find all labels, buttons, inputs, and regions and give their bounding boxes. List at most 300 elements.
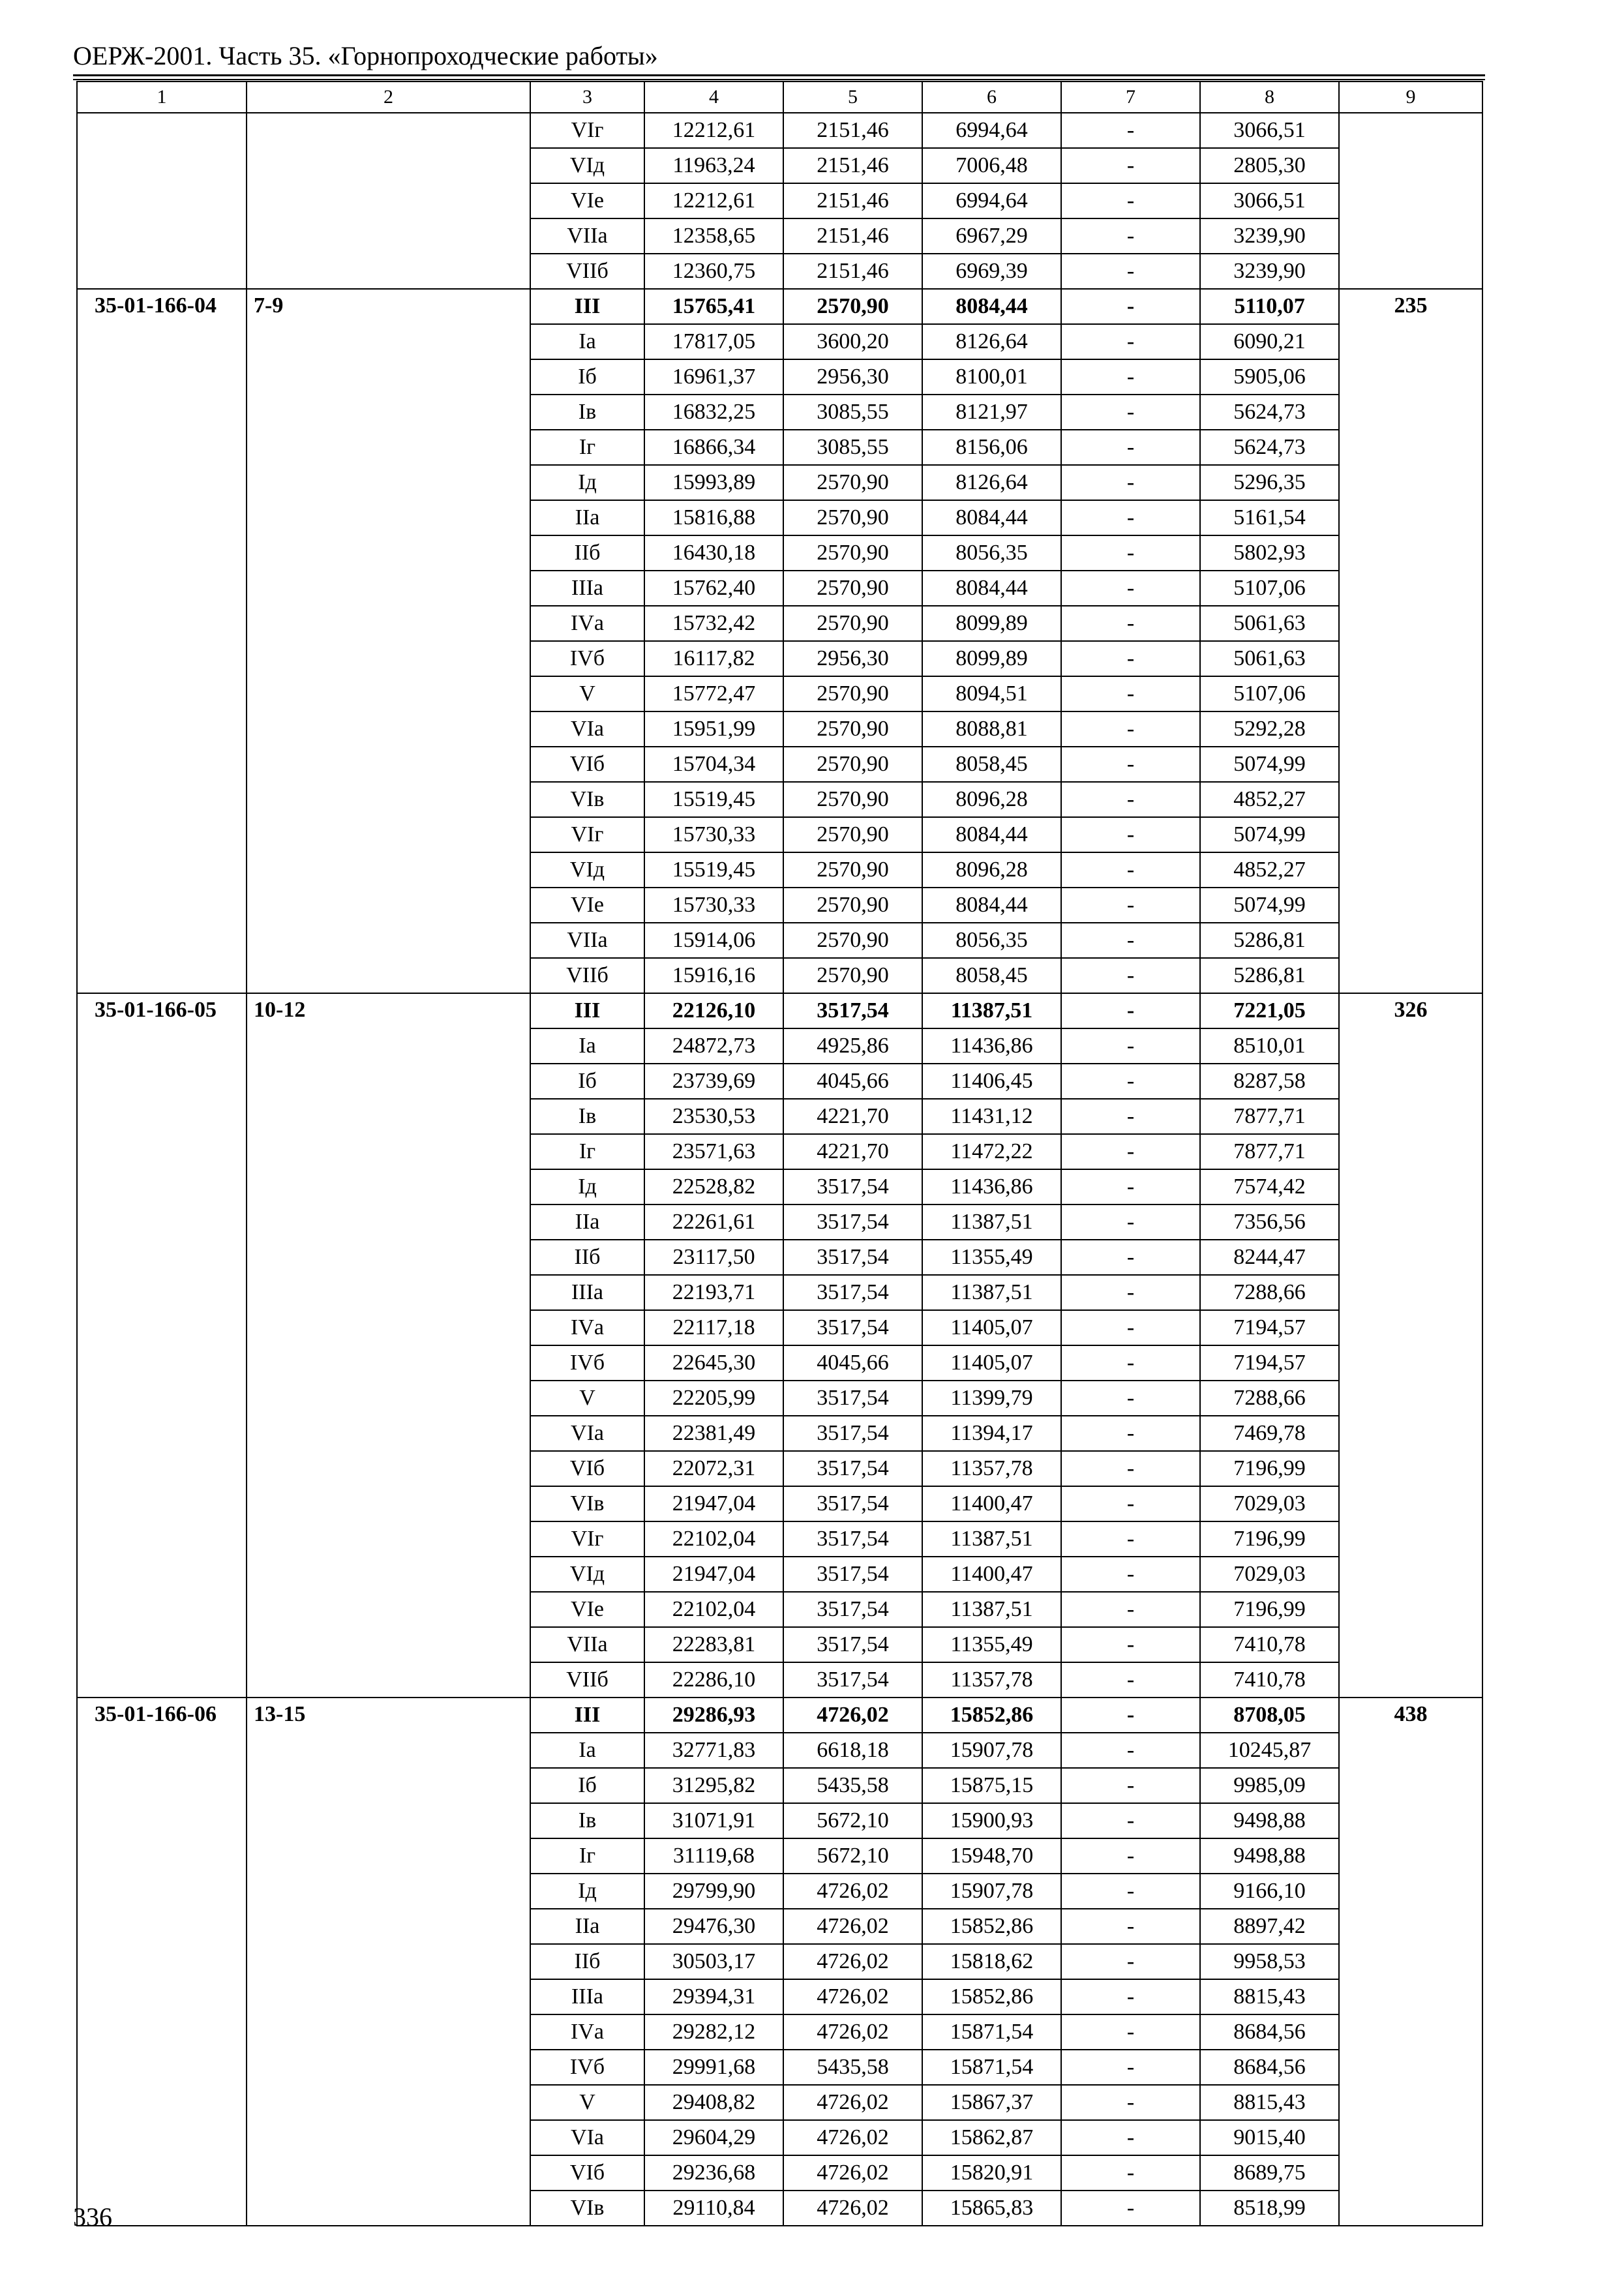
data-cell: -: [1061, 2014, 1200, 2050]
data-cell: V: [530, 676, 644, 711]
data-cell: 15862,87: [922, 2120, 1061, 2155]
data-cell: 7877,71: [1200, 1099, 1339, 1134]
data-cell: 22286,10: [644, 1662, 783, 1698]
data-cell: 15993,89: [644, 465, 783, 500]
data-cell: 9985,09: [1200, 1768, 1339, 1803]
data-cell: 2570,90: [783, 606, 922, 641]
data-cell: -: [1061, 1768, 1200, 1803]
data-cell: 15762,40: [644, 571, 783, 606]
data-cell: Iд: [530, 1169, 644, 1204]
data-cell: 5074,99: [1200, 747, 1339, 782]
data-cell: 8058,45: [922, 958, 1061, 993]
data-cell: 4726,02: [783, 1874, 922, 1909]
data-cell: 15519,45: [644, 852, 783, 888]
data-cell: -: [1061, 1486, 1200, 1521]
data-cell: 16866,34: [644, 430, 783, 465]
data-cell: 2151,46: [783, 183, 922, 218]
data-cell: 12360,75: [644, 254, 783, 289]
data-cell: IIа: [530, 1909, 644, 1944]
data-cell: 11399,79: [922, 1381, 1061, 1416]
data-cell: Iб: [530, 1064, 644, 1099]
column-number-cell: 6: [922, 82, 1061, 113]
data-cell: -: [1061, 1557, 1200, 1592]
data-cell: 15704,34: [644, 747, 783, 782]
data-cell: 12212,61: [644, 183, 783, 218]
data-cell: 2570,90: [783, 711, 922, 747]
data-cell: -: [1061, 1979, 1200, 2014]
data-cell: VIIб: [530, 958, 644, 993]
data-cell: 2570,90: [783, 852, 922, 888]
data-cell: IIIа: [530, 1979, 644, 2014]
data-cell: 16832,25: [644, 395, 783, 430]
data-cell: 8518,99: [1200, 2191, 1339, 2226]
data-cell: 7196,99: [1200, 1451, 1339, 1486]
rate-code-cell: 35-01-166-04: [77, 289, 247, 993]
data-cell: 2570,90: [783, 535, 922, 571]
data-cell: 5074,99: [1200, 817, 1339, 852]
data-cell: 3517,54: [783, 993, 922, 1028]
data-cell: 3066,51: [1200, 183, 1339, 218]
data-cell: 3517,54: [783, 1627, 922, 1662]
data-cell: 11472,22: [922, 1134, 1061, 1169]
data-cell: 2570,90: [783, 888, 922, 923]
data-cell: 10245,87: [1200, 1733, 1339, 1768]
data-cell: V: [530, 2085, 644, 2120]
data-cell: 23739,69: [644, 1064, 783, 1099]
data-cell: 11387,51: [922, 1275, 1061, 1310]
data-cell: -: [1061, 1838, 1200, 1874]
data-cell: 15519,45: [644, 782, 783, 817]
data-cell: 11406,45: [922, 1064, 1061, 1099]
data-cell: 31295,82: [644, 1768, 783, 1803]
data-cell: 4726,02: [783, 1909, 922, 1944]
data-cell: 11357,78: [922, 1451, 1061, 1486]
data-cell: 4726,02: [783, 1944, 922, 1979]
data-cell: 6969,39: [922, 254, 1061, 289]
data-cell: 8815,43: [1200, 2085, 1339, 2120]
data-cell: 29282,12: [644, 2014, 783, 2050]
data-cell: 8100,01: [922, 359, 1061, 395]
data-cell: 12212,61: [644, 113, 783, 148]
data-cell: VIв: [530, 2191, 644, 2226]
data-cell: Iв: [530, 1803, 644, 1838]
data-cell: VIа: [530, 2120, 644, 2155]
data-cell: 2570,90: [783, 676, 922, 711]
data-cell: 8897,42: [1200, 1909, 1339, 1944]
data-cell: 4221,70: [783, 1134, 922, 1169]
data-cell: 3517,54: [783, 1381, 922, 1416]
data-cell: IVа: [530, 1310, 644, 1345]
data-cell: 16961,37: [644, 359, 783, 395]
data-cell: 8084,44: [922, 888, 1061, 923]
data-cell: 15907,78: [922, 1733, 1061, 1768]
data-cell: 24872,73: [644, 1028, 783, 1064]
data-cell: 2151,46: [783, 113, 922, 148]
data-cell: -: [1061, 993, 1200, 1028]
data-cell: 11394,17: [922, 1416, 1061, 1451]
data-cell: 29604,29: [644, 2120, 783, 2155]
data-cell: 4925,86: [783, 1028, 922, 1064]
data-cell: 2570,90: [783, 747, 922, 782]
data-cell: 5435,58: [783, 2050, 922, 2085]
data-cell: VIе: [530, 888, 644, 923]
data-cell: 7029,03: [1200, 1486, 1339, 1521]
data-cell: 31119,68: [644, 1838, 783, 1874]
data-cell: IIIа: [530, 571, 644, 606]
data-cell: 3239,90: [1200, 254, 1339, 289]
table-row: [77, 1698, 1482, 1733]
data-cell: Iв: [530, 395, 644, 430]
data-cell: 8084,44: [922, 817, 1061, 852]
header-rule: [73, 74, 1485, 76]
data-cell: 15852,86: [922, 1979, 1061, 2014]
data-cell: -: [1061, 1310, 1200, 1345]
data-cell: 9958,53: [1200, 1944, 1339, 1979]
data-cell: Iд: [530, 465, 644, 500]
data-cell: 15948,70: [922, 1838, 1061, 1874]
data-cell: Iд: [530, 1874, 644, 1909]
data-cell: 4221,70: [783, 1099, 922, 1134]
data-cell: 2151,46: [783, 254, 922, 289]
data-cell: 7288,66: [1200, 1381, 1339, 1416]
data-cell: 8156,06: [922, 430, 1061, 465]
data-cell: VIб: [530, 2155, 644, 2191]
data-cell: 5074,99: [1200, 888, 1339, 923]
data-cell: -: [1061, 1944, 1200, 1979]
rate-extra-cell: 235: [1339, 289, 1482, 993]
data-cell: VIб: [530, 1451, 644, 1486]
data-cell: VIб: [530, 747, 644, 782]
data-cell: 3517,54: [783, 1521, 922, 1557]
data-cell: -: [1061, 289, 1200, 324]
data-cell: -: [1061, 1592, 1200, 1627]
data-cell: 4852,27: [1200, 782, 1339, 817]
page-number: 336: [73, 2202, 112, 2232]
data-cell: -: [1061, 923, 1200, 958]
data-cell: 8099,89: [922, 606, 1061, 641]
rate-extra-cell: 326: [1339, 993, 1482, 1698]
data-cell: 2570,90: [783, 923, 922, 958]
data-cell: -: [1061, 1662, 1200, 1698]
data-cell: 16117,82: [644, 641, 783, 676]
data-cell: -: [1061, 113, 1200, 148]
data-cell: 7194,57: [1200, 1345, 1339, 1381]
data-cell: 2805,30: [1200, 148, 1339, 183]
data-cell: IVб: [530, 641, 644, 676]
data-cell: 3517,54: [783, 1451, 922, 1486]
data-cell: 8510,01: [1200, 1028, 1339, 1064]
data-cell: -: [1061, 1416, 1200, 1451]
data-cell: 5286,81: [1200, 923, 1339, 958]
data-cell: 7469,78: [1200, 1416, 1339, 1451]
data-cell: 30503,17: [644, 1944, 783, 1979]
data-cell: 3517,54: [783, 1204, 922, 1240]
data-cell: -: [1061, 1733, 1200, 1768]
data-cell: 3066,51: [1200, 113, 1339, 148]
data-cell: 15820,91: [922, 2155, 1061, 2191]
rates-table: [76, 81, 1483, 2226]
rate-range-cell: 13-15: [247, 1698, 530, 2226]
data-cell: 29991,68: [644, 2050, 783, 2085]
data-cell: -: [1061, 395, 1200, 430]
data-cell: Iг: [530, 430, 644, 465]
data-cell: -: [1061, 148, 1200, 183]
data-cell: 2570,90: [783, 571, 922, 606]
data-cell: 8084,44: [922, 289, 1061, 324]
data-cell: 22193,71: [644, 1275, 783, 1310]
data-cell: IVб: [530, 2050, 644, 2085]
data-cell: IIб: [530, 1240, 644, 1275]
data-cell: -: [1061, 1275, 1200, 1310]
data-cell: 22645,30: [644, 1345, 783, 1381]
data-cell: 3517,54: [783, 1240, 922, 1275]
data-cell: 8084,44: [922, 571, 1061, 606]
data-cell: -: [1061, 1134, 1200, 1169]
data-cell: -: [1061, 1240, 1200, 1275]
data-cell: 9015,40: [1200, 2120, 1339, 2155]
data-cell: 22205,99: [644, 1381, 783, 1416]
data-cell: 7356,56: [1200, 1204, 1339, 1240]
data-cell: VIIб: [530, 1662, 644, 1698]
data-cell: VIа: [530, 1416, 644, 1451]
data-cell: 21947,04: [644, 1486, 783, 1521]
data-cell: 8244,47: [1200, 1240, 1339, 1275]
data-cell: 7196,99: [1200, 1521, 1339, 1557]
data-cell: 11405,07: [922, 1345, 1061, 1381]
data-cell: 15732,42: [644, 606, 783, 641]
data-cell: -: [1061, 465, 1200, 500]
data-cell: 15730,33: [644, 888, 783, 923]
data-cell: -: [1061, 2120, 1200, 2155]
data-cell: -: [1061, 535, 1200, 571]
data-cell: 5161,54: [1200, 500, 1339, 535]
data-cell: 21947,04: [644, 1557, 783, 1592]
data-cell: 32771,83: [644, 1733, 783, 1768]
data-cell: 15916,16: [644, 958, 783, 993]
column-number-cell: 8: [1200, 82, 1339, 113]
data-cell: 3517,54: [783, 1662, 922, 1698]
table-row: [77, 289, 1482, 324]
data-cell: -: [1061, 359, 1200, 395]
data-cell: 3517,54: [783, 1169, 922, 1204]
data-cell: 22072,31: [644, 1451, 783, 1486]
data-cell: -: [1061, 888, 1200, 923]
data-cell: -: [1061, 711, 1200, 747]
data-cell: 11387,51: [922, 993, 1061, 1028]
data-cell: 7194,57: [1200, 1310, 1339, 1345]
data-cell: 8056,35: [922, 923, 1061, 958]
data-cell: 5905,06: [1200, 359, 1339, 395]
data-cell: 5672,10: [783, 1803, 922, 1838]
data-cell: 4726,02: [783, 1698, 922, 1733]
data-cell: III: [530, 1698, 644, 1733]
data-cell: 11357,78: [922, 1662, 1061, 1698]
data-cell: 3239,90: [1200, 218, 1339, 254]
data-cell: 4726,02: [783, 2191, 922, 2226]
data-cell: 11405,07: [922, 1310, 1061, 1345]
data-cell: 4726,02: [783, 2155, 922, 2191]
data-cell: 11436,86: [922, 1169, 1061, 1204]
data-cell: 2956,30: [783, 641, 922, 676]
column-number-cell: 3: [530, 82, 644, 113]
data-cell: 11431,12: [922, 1099, 1061, 1134]
data-cell: Iб: [530, 1768, 644, 1803]
running-header-title: ОЕРЖ-2001. Часть 35. «Горнопроходческие работы»: [73, 41, 658, 70]
data-cell: VIIа: [530, 218, 644, 254]
data-cell: VIIа: [530, 923, 644, 958]
data-cell: -: [1061, 2085, 1200, 2120]
data-cell: 15871,54: [922, 2014, 1061, 2050]
data-cell: 29110,84: [644, 2191, 783, 2226]
data-cell: -: [1061, 254, 1200, 289]
data-cell: Iа: [530, 1028, 644, 1064]
data-cell: 3517,54: [783, 1557, 922, 1592]
data-cell: -: [1061, 183, 1200, 218]
data-cell: 29394,31: [644, 1979, 783, 2014]
data-cell: 8684,56: [1200, 2014, 1339, 2050]
data-cell: 15816,88: [644, 500, 783, 535]
data-cell: Iб: [530, 359, 644, 395]
data-cell: -: [1061, 1028, 1200, 1064]
data-cell: -: [1061, 1169, 1200, 1204]
data-cell: 22261,61: [644, 1204, 783, 1240]
data-cell: 2570,90: [783, 817, 922, 852]
data-cell: 15772,47: [644, 676, 783, 711]
data-cell: 2151,46: [783, 148, 922, 183]
data-cell: 8096,28: [922, 782, 1061, 817]
data-cell: 7029,03: [1200, 1557, 1339, 1592]
data-cell: 3517,54: [783, 1310, 922, 1345]
data-cell: 31071,91: [644, 1803, 783, 1838]
data-cell: 7196,99: [1200, 1592, 1339, 1627]
data-cell: 3600,20: [783, 324, 922, 359]
data-cell: -: [1061, 817, 1200, 852]
data-cell: 3517,54: [783, 1275, 922, 1310]
data-cell: 6967,29: [922, 218, 1061, 254]
data-cell: IVа: [530, 2014, 644, 2050]
data-cell: 7877,71: [1200, 1134, 1339, 1169]
data-cell: 4045,66: [783, 1064, 922, 1099]
data-cell: -: [1061, 1204, 1200, 1240]
data-cell: VIд: [530, 852, 644, 888]
data-cell: -: [1061, 2050, 1200, 2085]
data-cell: 29286,93: [644, 1698, 783, 1733]
data-cell: III: [530, 993, 644, 1028]
data-cell: 8088,81: [922, 711, 1061, 747]
data-cell: -: [1061, 571, 1200, 606]
column-number-cell: 2: [247, 82, 530, 113]
data-cell: 9166,10: [1200, 1874, 1339, 1909]
extra-cell-empty: [1339, 113, 1482, 289]
data-cell: 8126,64: [922, 324, 1061, 359]
data-cell: 15914,06: [644, 923, 783, 958]
data-cell: 17817,05: [644, 324, 783, 359]
data-cell: IIб: [530, 1944, 644, 1979]
data-cell: -: [1061, 1099, 1200, 1134]
data-cell: -: [1061, 606, 1200, 641]
data-cell: -: [1061, 1803, 1200, 1838]
data-cell: 9498,88: [1200, 1838, 1339, 1874]
rate-range-cell: 10-12: [247, 993, 530, 1698]
data-cell: 11963,24: [644, 148, 783, 183]
data-cell: 4726,02: [783, 2085, 922, 2120]
data-cell: 22102,04: [644, 1592, 783, 1627]
data-cell: -: [1061, 2191, 1200, 2226]
data-cell: 11387,51: [922, 1592, 1061, 1627]
data-cell: 11436,86: [922, 1028, 1061, 1064]
data-cell: -: [1061, 430, 1200, 465]
data-cell: 15765,41: [644, 289, 783, 324]
data-cell: IIIа: [530, 1275, 644, 1310]
range-cell-empty: [247, 113, 530, 289]
data-cell: 15865,83: [922, 2191, 1061, 2226]
data-cell: 8084,44: [922, 500, 1061, 535]
column-number-cell: 5: [783, 82, 922, 113]
data-cell: 4726,02: [783, 2120, 922, 2155]
data-cell: 3517,54: [783, 1416, 922, 1451]
data-cell: 5107,06: [1200, 676, 1339, 711]
data-cell: 8094,51: [922, 676, 1061, 711]
data-cell: 11387,51: [922, 1204, 1061, 1240]
data-cell: 15951,99: [644, 711, 783, 747]
data-cell: 23117,50: [644, 1240, 783, 1275]
data-cell: 11355,49: [922, 1627, 1061, 1662]
data-cell: Iг: [530, 1838, 644, 1874]
data-cell: 8099,89: [922, 641, 1061, 676]
data-cell: 2956,30: [783, 359, 922, 395]
data-cell: 22283,81: [644, 1627, 783, 1662]
data-cell: 6994,64: [922, 113, 1061, 148]
data-cell: VIг: [530, 1521, 644, 1557]
data-cell: 29236,68: [644, 2155, 783, 2191]
data-cell: 8096,28: [922, 852, 1061, 888]
data-cell: VIв: [530, 782, 644, 817]
data-cell: 11400,47: [922, 1557, 1061, 1592]
data-cell: 15730,33: [644, 817, 783, 852]
data-cell: -: [1061, 1064, 1200, 1099]
data-cell: 8121,97: [922, 395, 1061, 430]
data-cell: 2570,90: [783, 958, 922, 993]
data-cell: 3085,55: [783, 430, 922, 465]
data-cell: 7410,78: [1200, 1662, 1339, 1698]
data-cell: Iг: [530, 1134, 644, 1169]
data-cell: VIе: [530, 1592, 644, 1627]
data-cell: 5624,73: [1200, 430, 1339, 465]
column-number-cell: 9: [1339, 82, 1482, 113]
data-cell: -: [1061, 1698, 1200, 1733]
rates-table-body: [77, 82, 1482, 2226]
data-cell: 15852,86: [922, 1698, 1061, 1733]
data-cell: 4726,02: [783, 2014, 922, 2050]
data-cell: 8287,58: [1200, 1064, 1339, 1099]
data-cell: 5292,28: [1200, 711, 1339, 747]
data-cell: 16430,18: [644, 535, 783, 571]
data-cell: 5107,06: [1200, 571, 1339, 606]
data-cell: 2151,46: [783, 218, 922, 254]
data-cell: -: [1061, 958, 1200, 993]
data-cell: -: [1061, 782, 1200, 817]
data-cell: 7221,05: [1200, 993, 1339, 1028]
data-cell: 8056,35: [922, 535, 1061, 571]
data-cell: Iв: [530, 1099, 644, 1134]
data-cell: VIIа: [530, 1627, 644, 1662]
data-cell: -: [1061, 2155, 1200, 2191]
data-cell: 8058,45: [922, 747, 1061, 782]
data-cell: IIб: [530, 535, 644, 571]
data-cell: 22381,49: [644, 1416, 783, 1451]
data-cell: -: [1061, 852, 1200, 888]
data-cell: 29476,30: [644, 1909, 783, 1944]
